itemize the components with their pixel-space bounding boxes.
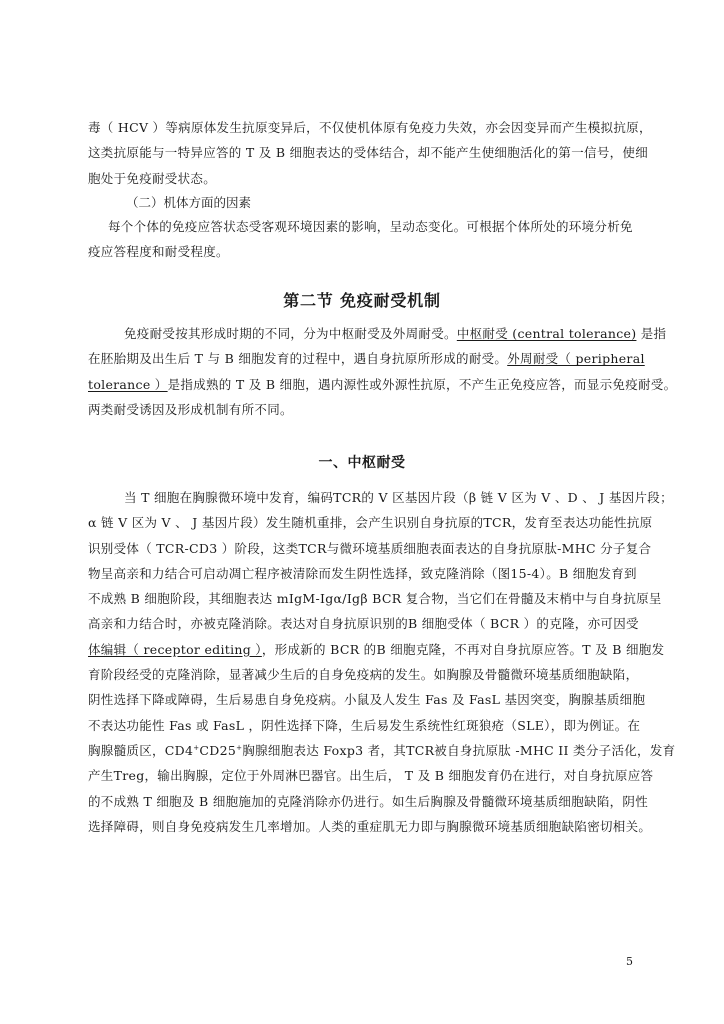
text-line: 选择障碍，则自身免疫病发生几率增加。人类的重症肌无力即与胸腺微环境基质细胞缺陷密切相关。: [88, 818, 652, 834]
text-line: 两类耐受诱因及形成机制有所不同。: [88, 401, 293, 417]
text-run: CD25: [199, 742, 237, 758]
text-run: ，形成新的 BCR 的B 细胞克隆，不再对自身抗原应答。T 及 B 细胞发: [261, 641, 665, 657]
text-line: [88, 346, 644, 371]
superscript-plus: +: [236, 743, 243, 752]
text-run: 是指成熟的 T 及 B 细胞，遇内源性或外源性抗原，不产生正免疫应答，而显示免疫耐受。: [167, 376, 677, 392]
text-line: [88, 321, 667, 346]
text-line: [88, 738, 676, 763]
text-line: 当 T 细胞在胸腺微环境中发育，编码TCR的 V 区基因片段（β 链 V 区为 V 、D 、 J 基因片段；: [124, 490, 673, 505]
term-receptor-editing: 体编辑（ receptor editing ）: [88, 641, 262, 657]
text-run: 胸腺细胞表达 Foxp3 者，其TCR被自身抗原肽 -MHC II 类分子活化，发育: [242, 742, 676, 758]
text-line: 胞处于免疫耐受状态。: [88, 170, 217, 186]
text-line: 这类抗原能与一特异应答的 T 及 B 细胞表达的受体结合，却不能产生使细胞活化的第一信号，使细: [88, 145, 649, 161]
superscript-plus: +: [193, 743, 200, 752]
text-line: 的不成熟 T 细胞及 B 细胞施加的克隆消除亦仍进行。如生后胸腺及骨髓微环境基质细胞缺陷，阴性: [88, 793, 649, 809]
text-line: 阴性选择下降或障碍，生后易患自身免疫病。小鼠及人发生 Fas 及 FasL 基因突变，胸腺基质细胞: [88, 692, 646, 708]
section-title: 第二节 免疫耐受机制: [283, 291, 441, 310]
text-run: 免疫耐受按其形成时期的不同，分为中枢耐受及外周耐受。: [124, 326, 457, 341]
text-run: 胸腺髓质区，CD4: [88, 742, 194, 758]
text-line: 毒（ HCV ）等病原体发生抗原变异后，不仅使机体原有免疫力失效，亦会因变异而产生模拟抗原，: [88, 120, 652, 135]
text-line: 高亲和力结合时，亦被克隆消除。表达对自身抗原识别的B 细胞受体（ BCR ）的克隆，亦可因受: [88, 616, 639, 632]
paragraph-tolerance-types: [88, 321, 677, 422]
text-run: 是指: [636, 326, 667, 341]
text-line: 物呈高亲和力结合可启动凋亡程序被清除而发生阴性选择，致克隆消除（图15-4）。B 细胞发育到: [88, 565, 637, 581]
text-line: 疫应答程度和耐受程度。: [88, 244, 229, 259]
text-line: [88, 372, 677, 397]
term-central-tolerance: 中枢耐受 (central tolerance): [456, 326, 637, 341]
paragraph-central-tolerance: [88, 485, 676, 839]
text-line: α 链 V 区为 V 、 J 基因片段）发生随机重排，会产生识别自身抗原的TCR，发育至表达功能性抗原: [88, 515, 653, 531]
paragraph-host-factors-cont: [88, 239, 644, 264]
text-line: 不表达功能性 Fas 或 FasL ，阴性选择下降，生后易发生系统性红斑狼疮（SLE），即为例证。在: [88, 717, 641, 733]
text-run: 在胚胎期及出生后 T 与 B 细胞发育的过程中，遇自身抗原所形成的耐受。: [88, 351, 508, 367]
text-line: 识别受体（ TCR-CD3 ）阶段，这类TCR与微环境基质细胞表面表达的自身抗原肽-MHC 分子复合: [88, 540, 652, 556]
text-line: 产生Treg，输出胸腺，定位于外周淋巴器官。出生后， T 及 B 细胞发育仍在进行，对自身抗原应答: [88, 768, 654, 784]
page-number: 5: [626, 955, 633, 968]
subheading-host-factors: （二）机体方面的因素: [126, 195, 252, 210]
text-line: 不成熟 B 细胞阶段，其细胞表达 mIgM-Igα/Igβ BCR 复合物，当它们在骨髓及末梢中与自身抗原呈: [88, 591, 662, 607]
subsection-title: 一、中枢耐受: [318, 455, 406, 471]
paragraph-host-factors: [108, 214, 644, 239]
term-peripheral-tolerance-cont: tolerance ）: [88, 376, 168, 392]
paragraph-mimic-antigen: [88, 115, 652, 191]
text-line: 每个个体的免疫应答状态受客观环境因素的影响，呈动态变化。可根据个体所处的环境分析免: [108, 219, 633, 234]
text-line: 育阶段经受的克隆消除，显著减少生后的自身免疫病的发生。如胸腺及骨髓微环境基质细胞缺陷，: [88, 667, 639, 683]
term-peripheral-tolerance: 外周耐受（ peripheral: [507, 351, 645, 367]
text-line: [88, 637, 665, 662]
